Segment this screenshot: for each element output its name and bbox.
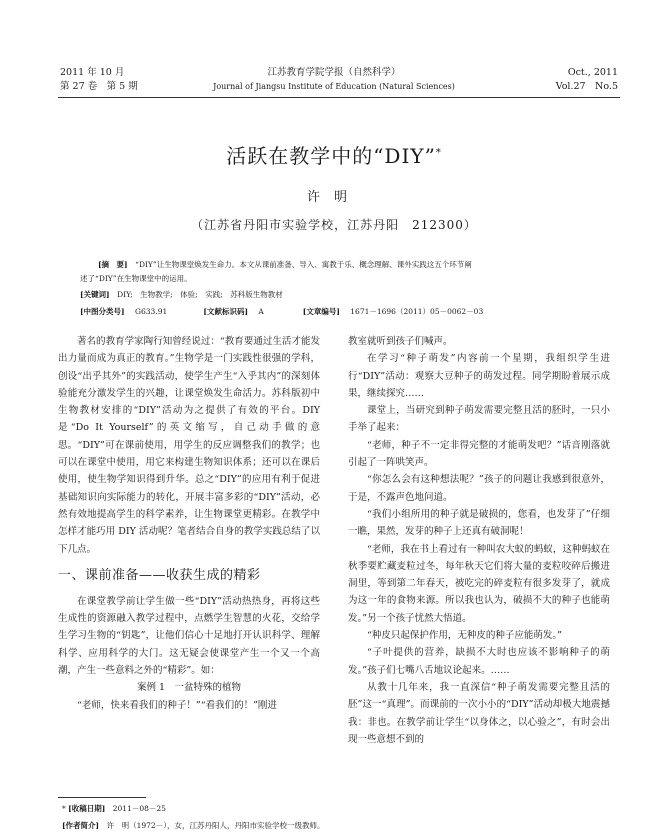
article-no-value: 1671－1696（2011）05－0062－03 — [350, 307, 484, 316]
issue-date-cn: 2011 年 10 月 — [60, 67, 125, 78]
abstract-label: [摘 要] — [98, 260, 128, 269]
case-title: 案例 1 一盆特殊的植物 — [136, 682, 242, 694]
body-paragraph: “老师，我在书上看过有一种叫农大蚁的蚂蚁，这种蚂蚁在秋季要贮藏麦粒过冬，每年秋天它们将大量的麦粒咬碎后搬进洞里，等到第二年春天，被吃完的碎麦粒有很多发芽了，就成为这一年的食物来源。所以我也认为，破损不大的种子也能萌发。”另一个孩子忧然大悟道。 — [348, 543, 610, 624]
left-column — [58, 333, 320, 714]
body-paragraph: 在课堂教学前让学生做一些“DIY”活动热热身，再将这些生成性的资源融入教学过程中，点燃学生智慧的火花，交给学生学习生物的“钥匙”，让他们信心十足地打开认识科学、理解科学、应用科学的大门。这无疑会使课堂产生一个又一个高潮，产生一些意料之外的“精彩”。如： — [58, 595, 320, 677]
article-no-label: [文章编号] — [302, 307, 340, 316]
body-paragraph: 著名的教育学家陶行知曾经说过：“教育要通过生活才能发出力量而成为真正的教育。”生物学是一门实践性很强的学科，创设“出乎其外”的实践活动，使学生产生“入乎其内”的深刻体验能充分激发学生的兴趣，让课堂焕发生命活力。苏科版初中生物教材安排的“DIY”活动为之提供了有效的平台。DIY 是“Do It Yourself”的英文缩写，自己动手做的意思。“DIY”可在课前使用，用学生的反应调整我们的教学；也可以在课堂中使用，用它来构建生物知识体系；还可以在课后使用，使生物学知识得到升华。总之“DIY”的应用有利于促进基础知识向实际能力的转化，开展丰富多彩的“DIY”活动，必然有效地提高学生的科学素养，让生物课堂更精彩。在教学中怎样才能巧用 DIY 活动呢？笔者结合自身的教学实践总结了以下几点。 — [58, 336, 320, 555]
body-paragraph: “子叶提供的营养，缺损不大时也应该不影响种子的萌发。”孩子们七嘴八舌地议论起来。…… — [348, 647, 610, 676]
body-paragraph: 在学习“种子萌发”内容前一个星期，我组织学生进行“DIY”活动：观察大豆种子的萌发过程。同学期盼着展示成果，继续探究…… — [348, 353, 610, 399]
author-info: 许 明（1972－），女，江苏丹阳人，丹阳市实验学校一级教师。 — [106, 821, 325, 830]
header-right — [556, 66, 618, 94]
body-paragraph: “你怎么会有这种想法呢？”孩子的问题让我感到很意外，于是，不露声色地问道。 — [348, 474, 610, 503]
keywords — [80, 289, 283, 300]
issue-date-en: Oct., 2011 — [567, 67, 618, 78]
volume-cn: 第 27 卷 第 5 期 — [60, 81, 138, 92]
clc-label: [中图分类号] — [80, 307, 125, 316]
abstract — [80, 258, 580, 286]
abstract-line-2: 述了“DIY”在生物课堂中的运用。 — [80, 274, 192, 283]
title-footnote-mark: * — [435, 147, 442, 159]
doc-code-value: A — [258, 307, 264, 316]
body-paragraph: “我们小组所用的种子就是破损的，您看，也发芽了”仔细一瞧，果然，发芽的种子上还真有破洞呢！ — [348, 508, 610, 538]
doc-code-label: [文献标识码] — [203, 307, 248, 316]
right-column — [348, 333, 610, 748]
keywords-label: [关键词] — [80, 290, 110, 299]
body-paragraph: “老师，种子不一定非得完整的才能萌发吧？”话音刚落就引起了一阵哄笑声。 — [348, 439, 610, 469]
abstract-line-1: “DIY”让生物课堂焕发生命力。本文从课前准备、导入、寓教于乐、概念理解、课外实践这五个环节阐 — [135, 260, 472, 269]
header-rule — [58, 97, 620, 98]
footnote-received: * [收稿日期] 2011－08－25 — [62, 804, 166, 813]
journal-name-cn: 江苏教育学院学报（自然科学） — [267, 67, 401, 78]
body-paragraph: “种皮只起保护作用，无种皮的种子应能萌发。” — [367, 630, 562, 642]
body-paragraph: 从教十几年来，我一直深信“种子萌发需要完整且活的胚”这一“真理”。而课前的一次小小的“DIY”活动却极大地震撼我：非也。在教学前让学生“以身体之，以心验之”，有时会出现一些意想不到的 — [348, 681, 610, 745]
footnote-author — [62, 820, 324, 831]
title-text: 活跃在教学中的“DIY” — [226, 144, 436, 168]
received-label: [收稿日期] — [68, 804, 106, 813]
body-paragraph: “老师，快来看我们的种子！”“看我们的！”刚进 — [77, 699, 277, 711]
journal-name-en: Journal of Jiangsu Institute of Education (Natural Sciences) — [213, 82, 455, 91]
clc-value: G633.91 — [135, 307, 168, 316]
section-heading-1: 一、课前准备——收获生成的精彩 — [58, 567, 261, 583]
keywords-text: DIY; 生物教学; 体验; 实践; 苏科版生物教材 — [117, 290, 283, 299]
body-paragraph: 课堂上，当研究到种子萌发需要完整且活的胚时，一只小手举了起来： — [348, 405, 610, 434]
volume-en: Vol.27 No.5 — [555, 81, 618, 92]
author-info-label: [作者简介] — [62, 821, 100, 830]
author-name: 许明 — [306, 190, 361, 205]
classification-line — [80, 306, 483, 317]
footnote-rule — [58, 797, 146, 798]
paper-title — [0, 140, 668, 169]
affiliation: （江苏省丹阳市实验学校，江苏丹阳 212300） — [191, 218, 477, 232]
body-paragraph: 教室就听到孩子们喊声。 — [348, 336, 453, 347]
received-date: 2011－08－25 — [112, 804, 166, 813]
